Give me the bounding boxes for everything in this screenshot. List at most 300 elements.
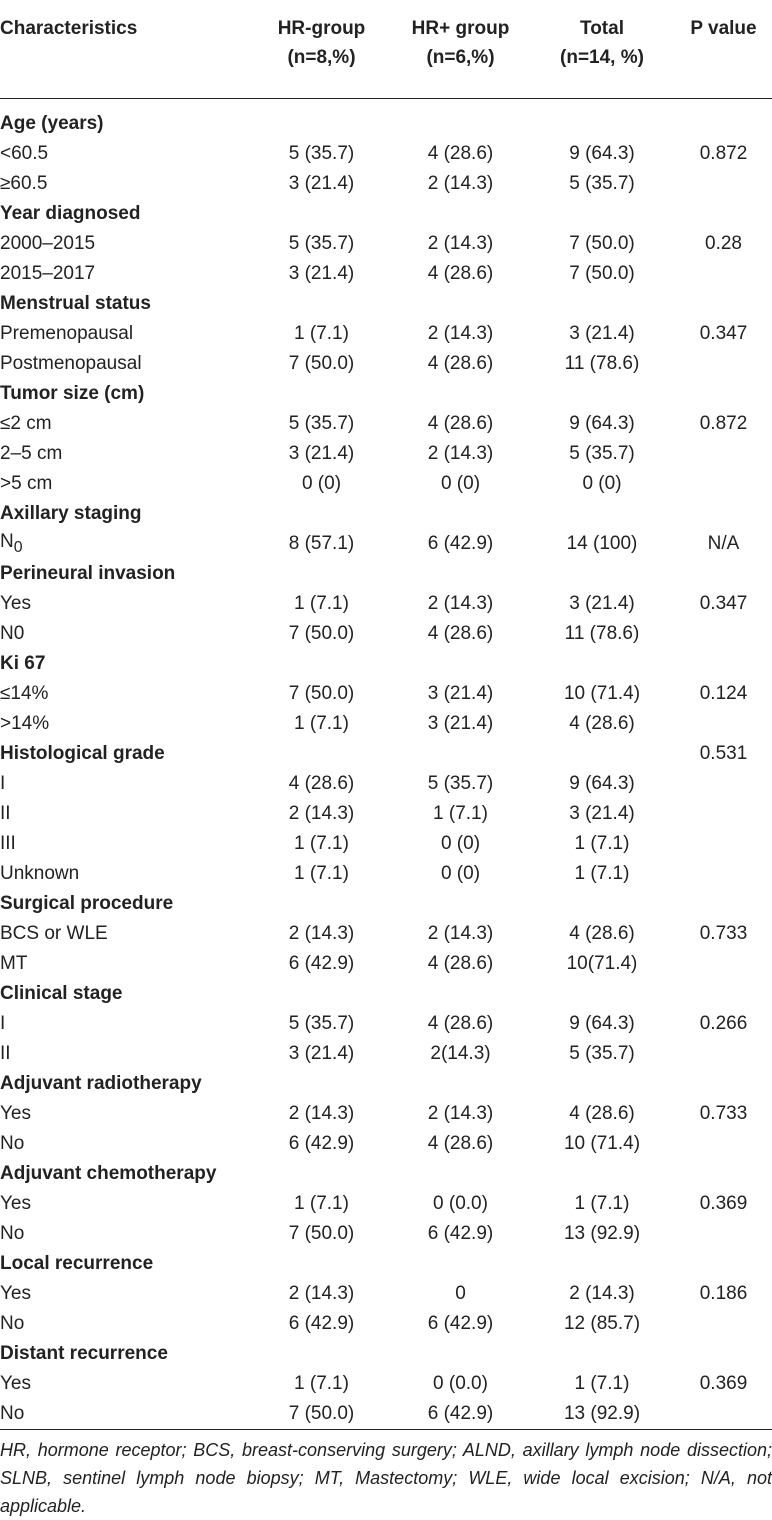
column-header — [529, 0, 675, 99]
table-footnote: HR, hormone receptor; BCS, breast-conserving surgery; ALND, axillary lymph node dissection; SLNB, sentinel lymph node biopsy; MT, Mastectomy; WLE, wide local excision; N/A, not applicable. — [0, 1440, 772, 1516]
row-label-text: >14% — [0, 713, 50, 734]
category-label — [0, 739, 251, 769]
total-cell: 1 (7.1) — [574, 1373, 630, 1394]
table-row — [0, 1039, 772, 1069]
hr-positive-cell: 2 (14.3) — [427, 173, 494, 194]
column-header-line: Characteristics — [0, 18, 138, 39]
hr-negative-cell: 8 (57.1) — [288, 533, 355, 554]
total-cell: 12 (85.7) — [563, 1313, 641, 1334]
total-cell — [529, 739, 675, 769]
total-cell: 0 (0) — [582, 473, 622, 494]
category-row — [0, 109, 772, 139]
hr-positive-cell: 6 (42.9) — [427, 1223, 494, 1244]
hr-negative-cell: 1 (7.1) — [294, 1373, 349, 1394]
category-label — [0, 1159, 251, 1189]
category-row — [0, 979, 772, 1009]
category-row — [0, 379, 772, 409]
hr-positive-cell: 0 (0) — [440, 833, 481, 854]
category-row — [0, 1159, 772, 1189]
table-row — [0, 949, 772, 979]
row-label — [0, 1279, 251, 1309]
total-cell: 5 (35.7) — [569, 443, 635, 464]
row-label-text: 2015–2017 — [0, 263, 96, 284]
category-label — [0, 559, 251, 589]
row-label — [0, 859, 251, 889]
p-value-cell: 0.124 — [699, 683, 748, 704]
row-label — [0, 1009, 251, 1039]
hr-positive-cell: 3 (21.4) — [427, 713, 494, 734]
category-label — [0, 199, 251, 229]
row-label — [0, 679, 251, 709]
hr-negative-cell: 1 (7.1) — [294, 863, 349, 884]
row-label-text: Ki 67 — [0, 653, 46, 674]
row-label — [0, 139, 251, 169]
row-label-subscript: 0 — [13, 538, 23, 556]
hr-positive-cell: 6 (42.9) — [427, 1313, 494, 1334]
p-value-cell — [675, 289, 772, 319]
hr-negative-cell — [251, 1069, 392, 1099]
column-header-line: (n=14, %) — [560, 47, 644, 68]
hr-negative-cell — [251, 1159, 392, 1189]
row-label-text: Perineural invasion — [0, 563, 176, 584]
row-label-text: 2–5 cm — [0, 443, 63, 464]
total-cell: 4 (28.6) — [569, 923, 635, 944]
column-header-line: HR+ group — [411, 18, 510, 39]
hr-negative-cell — [251, 889, 392, 919]
hr-negative-cell: 1 (7.1) — [294, 833, 349, 854]
row-label — [0, 1189, 251, 1219]
category-label — [0, 979, 251, 1009]
p-value-cell: N/A — [707, 533, 740, 554]
column-header-line: HR-group — [277, 18, 366, 39]
hr-positive-cell — [392, 889, 529, 919]
p-value-cell: 0.369 — [699, 1373, 748, 1394]
column-header — [251, 0, 392, 99]
p-value-cell — [675, 1069, 772, 1099]
row-label-text: ≤2 cm — [0, 413, 52, 434]
p-value-cell — [675, 649, 772, 679]
table-row — [0, 1279, 772, 1309]
hr-negative-cell: 6 (42.9) — [288, 1133, 355, 1154]
hr-positive-cell — [392, 979, 529, 1009]
category-row — [0, 559, 772, 589]
row-label-text: <60.5 — [0, 143, 49, 164]
hr-negative-cell: 5 (35.7) — [288, 143, 355, 164]
hr-negative-cell: 3 (21.4) — [288, 173, 355, 194]
table-row — [0, 709, 772, 739]
category-row — [0, 199, 772, 229]
category-label — [0, 649, 251, 679]
hr-negative-cell: 2 (14.3) — [288, 1103, 355, 1124]
row-label — [0, 949, 251, 979]
hr-negative-cell: 5 (35.7) — [288, 413, 355, 434]
hr-negative-cell — [251, 1339, 392, 1369]
header-spacer — [0, 99, 772, 110]
p-value-cell — [675, 1339, 772, 1369]
row-label-text: Unknown — [0, 863, 80, 884]
p-value-cell — [675, 949, 772, 979]
table-row — [0, 619, 772, 649]
row-label-text: I — [0, 1013, 6, 1034]
row-label — [0, 1219, 251, 1249]
table-row — [0, 769, 772, 799]
total-cell: 10 (71.4) — [563, 1133, 641, 1154]
table-row — [0, 859, 772, 889]
row-label — [0, 829, 251, 859]
hr-positive-cell: 2 (14.3) — [427, 1103, 494, 1124]
hr-negative-cell — [251, 559, 392, 589]
p-value-cell — [675, 1249, 772, 1279]
total-cell — [529, 889, 675, 919]
hr-negative-cell: 6 (42.9) — [288, 953, 355, 974]
total-cell — [529, 559, 675, 589]
table-row — [0, 409, 772, 439]
column-header-line: Total — [580, 18, 624, 39]
total-cell: 7 (50.0) — [569, 263, 635, 284]
row-label-text: Yes — [0, 1283, 31, 1304]
hr-negative-cell: 2 (14.3) — [288, 923, 355, 944]
hr-positive-cell — [392, 1339, 529, 1369]
table-row — [0, 529, 772, 559]
p-value-cell — [675, 799, 772, 829]
row-label-text: Histological grade — [0, 743, 165, 764]
table-row — [0, 349, 772, 379]
column-header — [0, 0, 251, 99]
hr-positive-cell — [392, 559, 529, 589]
hr-negative-cell: 1 (7.1) — [294, 593, 349, 614]
hr-negative-cell: 6 (42.9) — [288, 1313, 355, 1334]
column-header-line: P value — [690, 18, 757, 39]
hr-positive-cell: 4 (28.6) — [427, 1013, 494, 1034]
hr-negative-cell — [251, 199, 392, 229]
p-value-cell — [675, 379, 772, 409]
total-cell: 10 (71.4) — [563, 683, 641, 704]
total-cell: 11 (78.6) — [564, 353, 640, 374]
hr-positive-cell: 2 (14.3) — [427, 443, 494, 464]
hr-positive-cell: 4 (28.6) — [427, 143, 494, 164]
p-value-cell — [675, 439, 772, 469]
row-label-text: Surgical procedure — [0, 893, 174, 914]
total-cell — [529, 379, 675, 409]
total-cell: 14 (100) — [566, 533, 638, 554]
total-cell: 9 (64.3) — [569, 413, 635, 434]
p-value-cell — [675, 109, 772, 139]
category-row — [0, 1069, 772, 1099]
p-value-cell — [675, 829, 772, 859]
p-value-cell — [675, 769, 772, 799]
p-value-cell: 0.369 — [699, 1193, 748, 1214]
table-row — [0, 1399, 772, 1430]
row-label-text: No — [0, 1403, 25, 1424]
total-cell: 4 (28.6) — [569, 1103, 635, 1124]
hr-negative-cell: 7 (50.0) — [288, 683, 355, 704]
hr-negative-cell: 3 (21.4) — [288, 263, 355, 284]
hr-negative-cell — [251, 1249, 392, 1279]
category-row — [0, 739, 772, 769]
row-label-text: Yes — [0, 1373, 31, 1394]
total-cell: 2 (14.3) — [569, 1283, 635, 1304]
p-value-cell — [675, 559, 772, 589]
table-row — [0, 589, 772, 619]
row-label — [0, 409, 251, 439]
hr-positive-cell: 0 (0) — [440, 473, 481, 494]
hr-positive-cell — [392, 1159, 529, 1189]
total-cell: 5 (35.7) — [569, 1043, 635, 1064]
hr-positive-cell — [392, 379, 529, 409]
hr-negative-cell: 4 (28.6) — [288, 773, 355, 794]
category-row — [0, 1249, 772, 1279]
p-value-cell — [675, 259, 772, 289]
table-row — [0, 169, 772, 199]
p-value-cell: 0.733 — [699, 923, 748, 944]
hr-positive-cell: 4 (28.6) — [427, 413, 494, 434]
p-value-cell — [675, 1039, 772, 1069]
row-label-text: Yes — [0, 593, 31, 614]
p-value-cell — [675, 1309, 772, 1339]
hr-positive-cell: 2 (14.3) — [427, 323, 494, 344]
hr-negative-cell: 1 (7.1) — [294, 323, 349, 344]
total-cell: 4 (28.6) — [569, 713, 635, 734]
hr-positive-cell: 4 (28.6) — [427, 353, 494, 374]
row-label-text: Adjuvant chemotherapy — [0, 1163, 217, 1184]
hr-negative-cell — [251, 109, 392, 139]
p-value-cell: 0.347 — [699, 323, 748, 344]
hr-negative-cell: 5 (35.7) — [288, 233, 355, 254]
hr-negative-cell: 5 (35.7) — [288, 1013, 355, 1034]
total-cell — [529, 499, 675, 529]
row-label-text: Clinical stage — [0, 983, 123, 1004]
table-row — [0, 799, 772, 829]
hr-positive-cell: 4 (28.6) — [427, 263, 494, 284]
total-cell: 13 (92.9) — [529, 1399, 675, 1430]
table-body — [0, 99, 772, 1430]
hr-negative-cell: 2 (14.3) — [288, 803, 355, 824]
hr-positive-cell: 5 (35.7) — [427, 773, 494, 794]
row-label-text: Yes — [0, 1103, 31, 1124]
hr-positive-cell — [392, 1069, 529, 1099]
total-cell: 13 (92.9) — [563, 1223, 641, 1244]
table-row — [0, 829, 772, 859]
row-label-text: No — [0, 1133, 25, 1154]
table-row — [0, 1009, 772, 1039]
row-label-text: No — [0, 1313, 25, 1334]
p-value-cell — [675, 469, 772, 499]
category-row — [0, 649, 772, 679]
row-label-text: Distant recurrence — [0, 1343, 168, 1364]
row-label — [0, 1129, 251, 1159]
row-label-text: Premenopausal — [0, 323, 134, 344]
row-label — [0, 469, 251, 499]
hr-negative-cell: 7 (50.0) — [288, 623, 355, 644]
row-label-text: Menstrual status — [0, 293, 151, 314]
hr-positive-cell: 2 (14.3) — [427, 923, 494, 944]
row-label — [0, 319, 251, 349]
total-cell — [529, 1339, 675, 1369]
total-cell: 3 (21.4) — [569, 323, 635, 344]
p-value-cell: 0.531 — [699, 743, 748, 764]
row-label-text: II — [0, 803, 11, 824]
hr-negative-cell: 7 (50.0) — [251, 1399, 392, 1430]
row-label-text: No — [0, 1223, 25, 1244]
hr-positive-cell: 2 (14.3) — [427, 593, 494, 614]
row-label — [0, 709, 251, 739]
table-row — [0, 229, 772, 259]
total-cell — [529, 289, 675, 319]
row-label — [0, 1369, 251, 1399]
row-label — [0, 1309, 251, 1339]
total-cell: 3 (21.4) — [569, 803, 635, 824]
category-row — [0, 889, 772, 919]
total-cell — [529, 199, 675, 229]
row-label-text: II — [0, 1043, 11, 1064]
category-label — [0, 1339, 251, 1369]
hr-positive-cell — [392, 499, 529, 529]
row-label — [0, 919, 251, 949]
hr-negative-cell: 1 (7.1) — [294, 713, 349, 734]
row-label — [0, 529, 251, 559]
row-label — [0, 769, 251, 799]
total-cell: 9 (64.3) — [569, 143, 635, 164]
table-row — [0, 1369, 772, 1399]
total-cell — [529, 1159, 675, 1189]
hr-positive-cell — [392, 289, 529, 319]
p-value-cell: 0.266 — [699, 1013, 748, 1034]
p-value-cell — [675, 709, 772, 739]
hr-negative-cell — [251, 649, 392, 679]
hr-negative-cell — [251, 979, 392, 1009]
row-label-text: N — [0, 531, 14, 553]
table-row — [0, 1129, 772, 1159]
row-label-text: >5 cm — [0, 473, 53, 494]
hr-positive-cell — [392, 109, 529, 139]
table-row — [0, 439, 772, 469]
hr-negative-cell — [251, 739, 392, 769]
hr-positive-cell — [392, 1249, 529, 1279]
row-label-text: MT — [0, 953, 28, 974]
p-value-cell: 0.186 — [699, 1283, 748, 1304]
row-label-text: Age (years) — [0, 113, 104, 134]
hr-negative-cell: 1 (7.1) — [294, 1193, 349, 1214]
total-cell — [529, 109, 675, 139]
category-label — [0, 109, 251, 139]
total-cell — [529, 979, 675, 1009]
row-label-text: BCS or WLE — [0, 923, 108, 944]
p-value-cell — [675, 169, 772, 199]
row-label-text: III — [0, 833, 16, 854]
table-row — [0, 139, 772, 169]
table-row — [0, 1099, 772, 1129]
category-label — [0, 499, 251, 529]
table-row — [0, 1309, 772, 1339]
row-label-text: N0 — [0, 623, 25, 644]
column-header-line: (n=6,%) — [426, 47, 495, 68]
category-row — [0, 1339, 772, 1369]
hr-positive-cell — [392, 649, 529, 679]
hr-negative-cell: 2 (14.3) — [288, 1283, 355, 1304]
row-label-text: Postmenopausal — [0, 353, 142, 374]
hr-negative-cell: 0 (0) — [301, 473, 342, 494]
total-cell — [529, 1249, 675, 1279]
p-value-cell: 0.872 — [699, 143, 748, 164]
category-label — [0, 379, 251, 409]
hr-negative-cell: 3 (21.4) — [288, 1043, 355, 1064]
hr-positive-cell: 0 (0.0) — [433, 1373, 488, 1394]
p-value-cell — [675, 349, 772, 379]
p-value-cell — [675, 889, 772, 919]
row-label — [0, 349, 251, 379]
p-value-cell — [675, 979, 772, 1009]
category-label — [0, 289, 251, 319]
hr-positive-cell: 2 (14.3) — [427, 233, 494, 254]
hr-negative-cell: 7 (50.0) — [288, 353, 355, 374]
p-value-cell — [675, 1159, 772, 1189]
hr-negative-cell — [251, 379, 392, 409]
table-row — [0, 919, 772, 949]
total-cell: 1 (7.1) — [574, 1193, 630, 1214]
total-cell: 1 (7.1) — [574, 863, 630, 884]
row-label-text: 2000–2015 — [0, 233, 96, 254]
row-label-text: Tumor size (cm) — [0, 383, 145, 404]
row-label-text: Local recurrence — [0, 1253, 154, 1274]
row-label-text: Adjuvant radiotherapy — [0, 1073, 202, 1094]
row-label — [0, 229, 251, 259]
table-row — [0, 259, 772, 289]
row-label — [0, 1099, 251, 1129]
column-header — [675, 0, 772, 99]
total-cell — [529, 1069, 675, 1099]
column-header-line: (n=8,%) — [287, 47, 356, 68]
p-value-cell — [675, 499, 772, 529]
total-cell: 5 (35.7) — [569, 173, 635, 194]
category-row — [0, 289, 772, 319]
hr-negative-cell — [251, 499, 392, 529]
hr-positive-cell: 1 (7.1) — [433, 803, 488, 824]
total-cell: 11 (78.6) — [564, 623, 640, 644]
p-value-cell — [675, 1219, 772, 1249]
table-header — [0, 0, 772, 99]
hr-positive-cell: 3 (21.4) — [427, 683, 494, 704]
total-cell: 7 (50.0) — [569, 233, 635, 254]
hr-positive-cell: 4 (28.6) — [427, 623, 494, 644]
p-value-cell: 0.733 — [699, 1103, 748, 1124]
hr-positive-cell: 0 (0.0) — [433, 1193, 488, 1214]
total-cell — [529, 649, 675, 679]
p-value-cell — [675, 199, 772, 229]
hr-positive-cell — [392, 739, 529, 769]
row-label — [0, 1039, 251, 1069]
p-value-cell — [675, 1399, 772, 1430]
p-value-cell — [675, 859, 772, 889]
total-cell: 10(71.4) — [566, 953, 638, 974]
row-label-text: Yes — [0, 1193, 31, 1214]
row-label — [0, 619, 251, 649]
p-value-cell — [675, 619, 772, 649]
table-row — [0, 1219, 772, 1249]
p-value-cell: 0.28 — [705, 233, 742, 254]
category-label — [0, 1249, 251, 1279]
category-label — [0, 1069, 251, 1099]
hr-positive-cell — [392, 199, 529, 229]
hr-positive-cell: 2(14.3) — [430, 1043, 491, 1064]
total-cell: 1 (7.1) — [574, 833, 630, 854]
hr-positive-cell: 4 (28.6) — [427, 953, 494, 974]
p-value-cell — [675, 1129, 772, 1159]
hr-positive-cell: 4 (28.6) — [427, 1133, 494, 1154]
total-cell: 9 (64.3) — [569, 773, 635, 794]
hr-negative-cell: 7 (50.0) — [288, 1223, 355, 1244]
row-label-text: ≥60.5 — [0, 173, 48, 194]
hr-negative-cell — [251, 289, 392, 319]
